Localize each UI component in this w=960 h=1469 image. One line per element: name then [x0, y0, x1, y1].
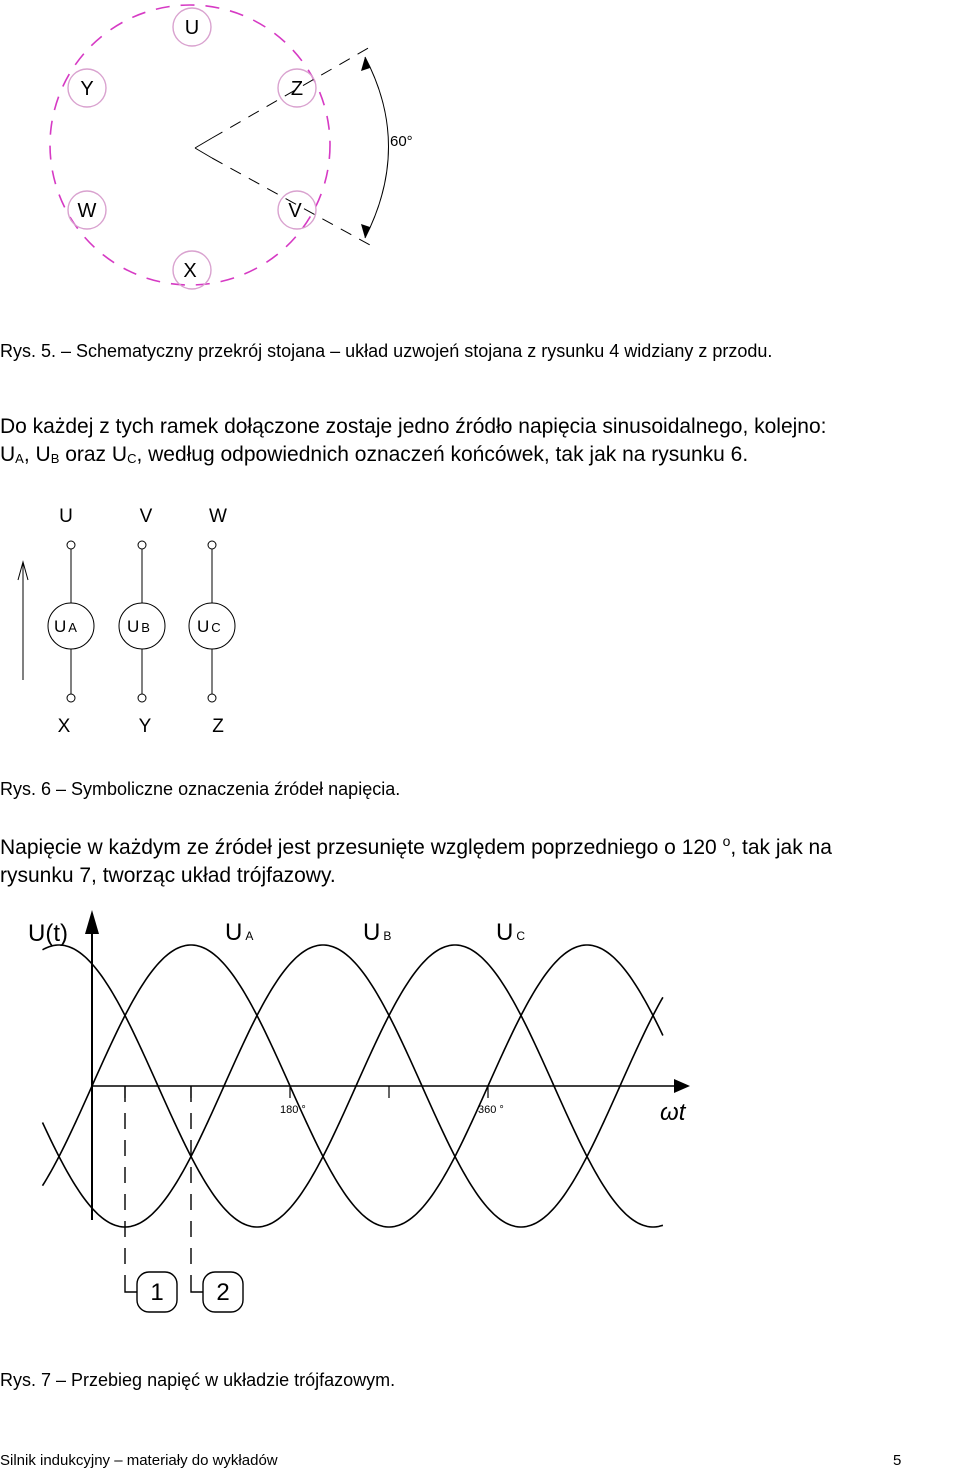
ub-symbol: $U_B$: [35, 443, 60, 466]
marker-label-2: 2: [216, 1279, 230, 1306]
degree-mark: o: [722, 833, 731, 849]
marker-label-1: 1: [150, 1279, 164, 1306]
page-footer-title: Silnik indukcyjny – materiały do wykładów: [0, 1452, 278, 1469]
terminal-bottom-1: [138, 694, 146, 702]
angle-vertex-solid-upper: [195, 138, 212, 148]
terminal-label-top-2: W: [209, 506, 227, 527]
terminal-label-top-0: U: [59, 506, 73, 527]
y-axis-arrowhead: [85, 910, 99, 934]
caption-figure-6: Rys. 6 – Symboliczne oznaczenia źródeł napięcia.: [0, 779, 401, 799]
paragraph-2: [0, 827, 960, 890]
y-axis: [85, 910, 99, 1220]
source-label-ub: U B: [127, 617, 150, 636]
caption-figure-5: Rys. 5. – Schematyczny przekrój stojana – układ uzwojeń stojana z rysunku 4 widziany z przodu.: [0, 341, 773, 361]
series-label-c: U C: [496, 919, 526, 946]
angle-label: 60°: [390, 133, 413, 150]
terminal-top-0: [67, 541, 75, 549]
angle-arc: [365, 57, 389, 238]
figure-5-stator-diagram: [0, 0, 960, 310]
marker-connector-1: [125, 1290, 137, 1292]
angle-vertex-solid-lower: [195, 148, 212, 158]
terminal-label-top-1: V: [139, 506, 153, 527]
dashed-ray-upper: [212, 47, 370, 138]
slot-label-lower-right: V: [288, 200, 302, 222]
terminal-bottom-2: [208, 694, 216, 702]
uc-symbol: $U_C$: [111, 443, 137, 466]
ua-symbol: $U_A$: [0, 443, 24, 466]
paragraph-2-line-1: Napięcie w każdym ze źródeł jest przesunięte względem poprzedniego o 120 $^o$, tak jak na: [0, 833, 832, 859]
paragraph-1-line-2: $U_A$, $U_B$ oraz $U_C$, według odpowiednich oznaczeń końcówek, tak jak na rysunku 6.: [0, 443, 749, 466]
dashed-ray-lower: [212, 158, 370, 245]
series-label-b: U B: [363, 919, 392, 946]
paragraph-1: [0, 413, 960, 473]
paragraph-2-line-2: rysunku 7, tworząc układ trójfazowy.: [0, 864, 336, 887]
x-axis-label: ωt: [660, 1099, 686, 1126]
x-tick-label-180: 180 °: [280, 1104, 306, 1116]
stator-outline: [50, 5, 330, 285]
terminal-label-bottom-1: Y: [138, 716, 152, 737]
figure-6-sources-diagram: [0, 500, 960, 760]
paragraph-1-line-1: Do każdej z tych ramek dołączone zostaje jedno źródło napięcia sinusoidalnego, kolejno:: [0, 415, 827, 438]
source-label-ua: U A: [54, 617, 77, 636]
slot-label-bottom: X: [183, 260, 197, 282]
terminal-top-1: [138, 541, 146, 549]
terminal-bottom-0: [67, 694, 75, 702]
slot-label-top: U: [184, 17, 200, 39]
page-number: 5: [893, 1452, 902, 1469]
series-label-a: U A: [225, 919, 254, 946]
x-axis-arrowhead: [674, 1079, 690, 1093]
terminal-top-2: [208, 541, 216, 549]
terminal-label-bottom-2: Z: [212, 716, 224, 737]
x-tick-label-360: 360 °: [478, 1104, 504, 1116]
caption-figure-7: Rys. 7 – Przebieg napięć w układzie trójfazowym.: [0, 1370, 396, 1390]
slot-label-upper-left: Y: [80, 78, 94, 100]
slot-label-upper-right: Z: [290, 78, 304, 100]
x-axis: [92, 1079, 690, 1093]
slot-label-lower-left: W: [77, 200, 97, 222]
source-label-uc: U C: [197, 617, 221, 636]
terminal-label-bottom-0: X: [57, 716, 71, 737]
marker-connector-2: [191, 1290, 203, 1292]
figure-7-three-phase-chart: [0, 900, 960, 1340]
y-axis-label: U(t): [28, 920, 68, 947]
